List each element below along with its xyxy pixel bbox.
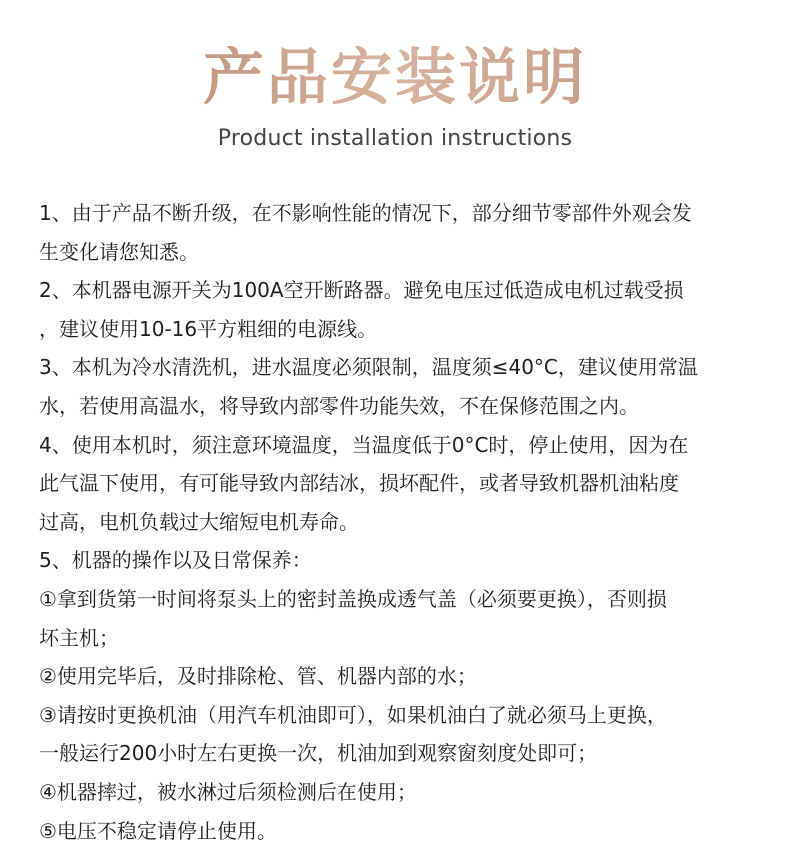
instruction-line: 4、使用本机时，须注意环境温度，当温度低于0°C时，停止使用，因为在 — [39, 432, 689, 457]
page-title: 产品安装说明 — [0, 46, 790, 110]
instruction-line: 1、由于产品不断升级，在不影响性能的情况下，部分细节零部件外观会发 — [39, 201, 692, 225]
instruction-line: 坏主机； — [39, 625, 119, 650]
instruction-line: ⑤电压不稳定请停止使用。 — [39, 818, 277, 843]
instruction-line: ①拿到货第一时间将泵头上的密封盖换成透气盖（必须要更换），否则损 — [39, 586, 667, 611]
instruction-line: ②使用完毕后，及时排除枪、管、机器内部的水； — [39, 664, 477, 689]
instruction-line: 一般运行200小时左右更换一次，机油加到观察窗刻度处即可； — [39, 741, 598, 766]
instruction-line: ③请按时更换机油（用汽车机油即可），如果机油白了就必须马上更换， — [39, 702, 667, 727]
instruction-line: 5、机器的操作以及日常保养： — [39, 548, 312, 573]
instruction-line: ④机器摔过，被水淋过后须检测后在使用； — [39, 779, 417, 804]
instruction-line: 此气温下使用，有可能导致内部结冰，损坏配件，或者导致机器机油粘度 — [39, 471, 679, 496]
instruction-line: 水，若使用高温水，将导致内部零件功能失效，不在保修范围之内。 — [39, 393, 639, 418]
instruction-line: 2、本机器电源开关为100A空开断路器。避免电压过低造成电机过载受损 — [39, 278, 684, 303]
instructions-content — [39, 194, 764, 850]
instruction-line: ，建议使用10-16平方粗细的电源线。 — [39, 316, 378, 341]
instruction-line: 生变化请您知悉。 — [39, 239, 199, 264]
page-subtitle: Product installation instructions — [217, 126, 573, 151]
instruction-line: 3、本机为冷水清洗机，进水温度必须限制，温度须≤40°C，建议使用常温 — [39, 355, 698, 380]
instruction-line: 过高，电机负载过大缩短电机寿命。 — [39, 509, 359, 534]
